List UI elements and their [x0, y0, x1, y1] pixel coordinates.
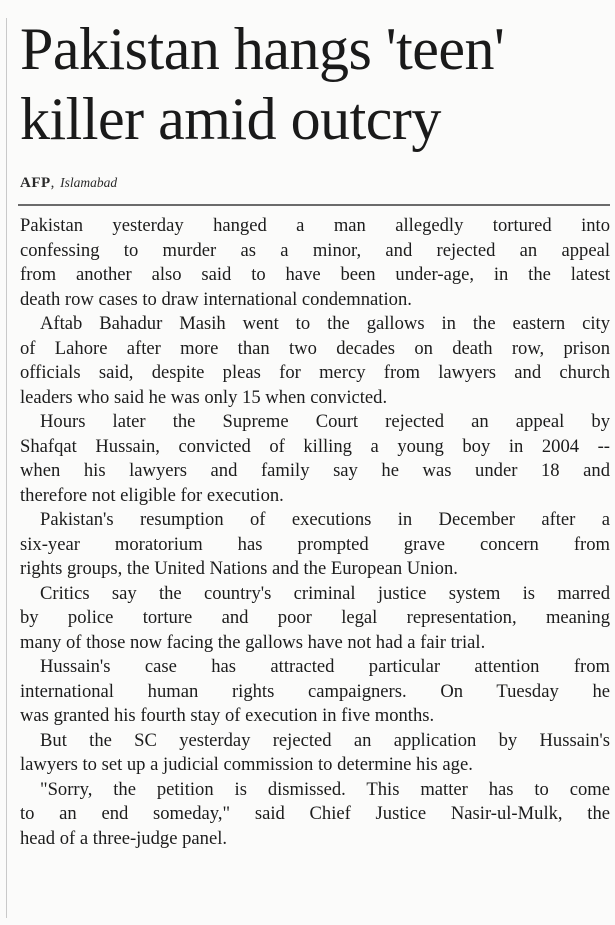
headline-line: killer amid outcry [20, 86, 441, 152]
article-line: Pakistan's resumption of executions in December after a [40, 509, 610, 530]
article-line: Aftab Bahadur Masih went to the gallows in the eastern city [40, 313, 610, 334]
article-paragraph [20, 729, 610, 778]
article-paragraph [20, 778, 610, 852]
article-line: leaders who said he was only 15 when convicted. [20, 386, 388, 408]
article-line: therefore not eligible for execution. [20, 484, 284, 506]
article-line: Pakistan yesterday hanged a man allegedly tortured into [20, 215, 610, 236]
article-paragraph [20, 214, 610, 312]
article-line: Hours later the Supreme Court rejected an appeal by [40, 411, 610, 432]
article-line: Critics say the country's criminal justice system is marred [40, 582, 610, 604]
byline-place: Islamabad [60, 175, 118, 190]
byline-agency: AFP [20, 175, 51, 191]
article-line: Shafqat Hussain, convicted of killing a young boy in 2004 -- [20, 435, 610, 457]
article-body [20, 214, 610, 851]
byline-divider [18, 204, 610, 206]
article-line: rights groups, the United Nations and the European Union. [20, 558, 458, 579]
article-line: lawyers to set up a judicial commission to determine his age. [20, 754, 473, 775]
article-line: many of those now facing the gallows have not had a fair trial. [20, 631, 486, 653]
headline [20, 14, 610, 154]
byline-separator: , [50, 175, 55, 191]
article-paragraph [20, 312, 610, 410]
article-line: death row cases to draw international condemnation. [20, 288, 412, 310]
article-line: from another also said to have been under-age, in the latest [20, 264, 610, 285]
article-line: by police torture and poor legal representation, meaning [20, 607, 610, 628]
article-line: six-year moratorium has prompted grave concern from [20, 533, 610, 555]
article-paragraph [20, 655, 610, 729]
column-rule [6, 18, 7, 918]
headline-line: Pakistan hangs 'teen' [20, 16, 505, 82]
article-line: "Sorry, the petition is dismissed. This matter has to come [40, 778, 610, 800]
article-line: confessing to murder as a minor, and rejected an appeal [20, 239, 610, 261]
byline [20, 175, 117, 192]
article-line: of Lahore after more than two decades on death row, prison [20, 337, 610, 359]
article-line: Hussain's case has attracted particular attention from [40, 656, 610, 677]
article-paragraph [20, 582, 610, 656]
article-line: when his lawyers and family say he was under 18 and [20, 460, 610, 481]
article-paragraph [20, 508, 610, 582]
article-line: officials said, despite pleas for mercy from lawyers and church [20, 362, 610, 383]
article-line: head of a three-judge panel. [20, 827, 228, 849]
article-paragraph [20, 410, 610, 508]
article-line: But the SC yesterday rejected an application by Hussain's [40, 729, 610, 751]
article-line: international human rights campaigners. On Tuesday he [20, 680, 610, 702]
article-line: was granted his fourth stay of execution in five months. [20, 705, 435, 726]
article-line: to an end someday," said Chief Justice Nasir-ul-Mulk, the [20, 803, 610, 824]
